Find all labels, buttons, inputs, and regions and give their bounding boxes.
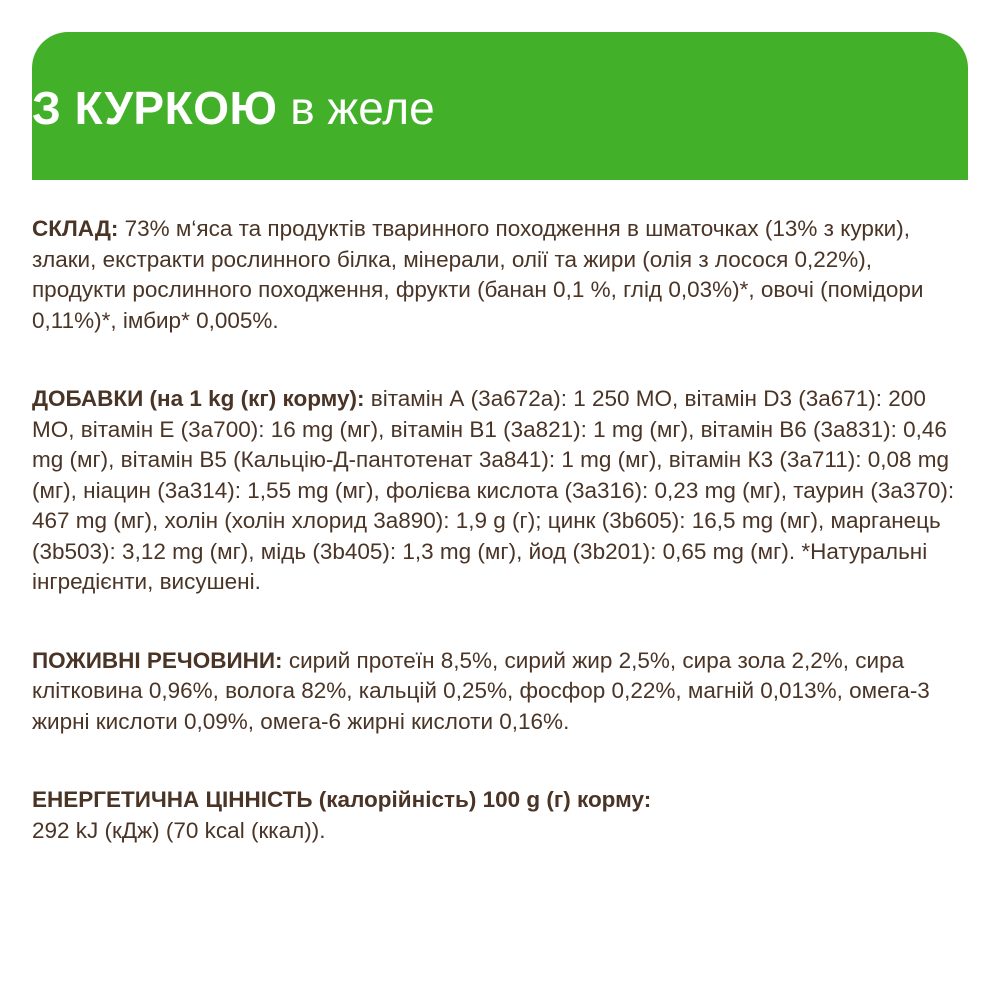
product-title-sub: в желе bbox=[290, 82, 435, 134]
composition-label: СКЛАД: bbox=[32, 216, 119, 241]
energy-label: ЕНЕРГЕТИЧНА ЦІННІСТЬ (калорійність) 100 g (г) корму: bbox=[32, 787, 652, 812]
product-title-main: З КУРКОЮ bbox=[32, 82, 278, 134]
energy-section bbox=[32, 785, 962, 846]
nutrients-label: ПОЖИВНІ РЕЧОВИНИ: bbox=[32, 647, 283, 673]
nutrients-text: сирий протеїн 8,5%, сирий жир 2,5%, сира зола 2,2%, сира клітковина 0,96%, волога 82%, кальцій 0,25%, фосфор 0,22%, магній 0,013%, омега-3 жирні кислоти 0,09%, омега-6 жирні кислоти 0,16%. bbox=[32, 647, 930, 734]
nutrients-section bbox=[32, 646, 962, 738]
composition-text: 73% м‘яса та продуктів тваринного походження в шматочках (13% з курки), злаки, екстракти рослинного білка, мінерали, олії та жири (олія з лосося 0,22%), продукти рослинного походження, фрукти (банан 0,1 %, глід 0,03%)*, овочі (помідори 0,11%)*, імбир* 0,005%. bbox=[32, 216, 924, 333]
composition-section bbox=[32, 214, 962, 336]
additives-section bbox=[32, 384, 962, 598]
additives-text: вітамін А (3a672a): 1 250 МО, вітамін D3 (3a671): 200 МО, вітамін Е (3a700): 16 mg (мг), вітамін В1 (3a821): 1 mg (мг), вітамін В6 (3a831): 0,46 mg (мг), вітамін В5 (Кальцію-Д-пантотенат 3a841): 1 mg (мг), вітамін К3 (3a711): 0,08 mg (мг), ніацин (3a314): 1,55 mg (мг), фолієва кислота (3a316): 0,23 mg (мг), таурин (3a370): 467 mg (мг), холін (холін хлорид 3a890): 1,9 g (г); цинк (3b605): 16,5 mg (мг), марганець (3b503): 3,12 mg (мг), мідь (3b405): 1,3 mg (мг), йод (3b201): 0,65 mg (мг). *Натуральні інгредієнти, висушені. bbox=[32, 386, 955, 594]
additives-label: ДОБАВКИ (на 1 kg (кг) корму): bbox=[32, 386, 365, 411]
product-info bbox=[32, 214, 962, 846]
energy-text: 292 kJ (кДж) (70 kcal (ккал)). bbox=[32, 817, 326, 843]
product-title bbox=[32, 78, 435, 138]
